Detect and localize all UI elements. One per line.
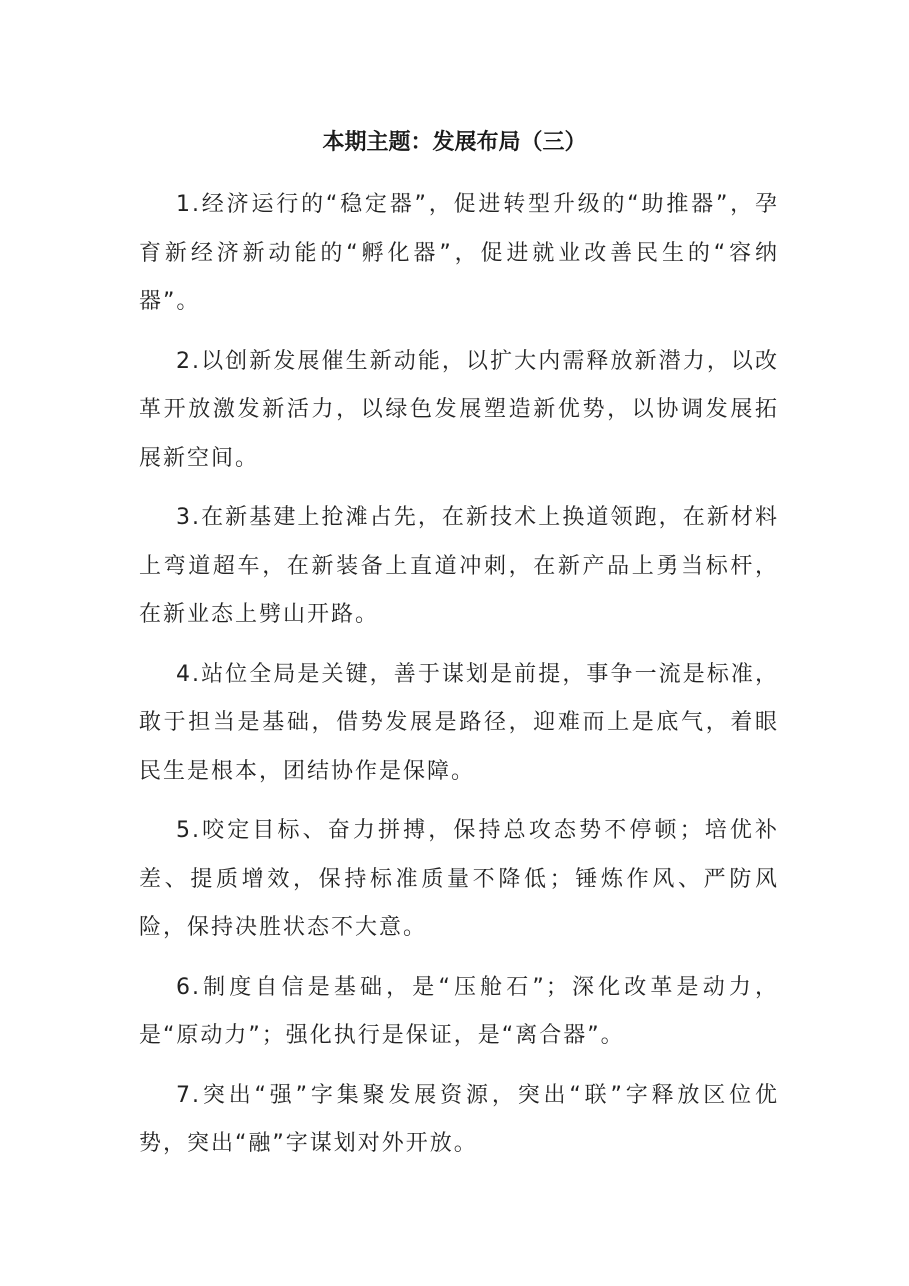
paragraph-7: 7.突出“强”字集聚发展资源，突出“联”字释放区位优势，突出“融”字谋划对外开放。 [139,1082,779,1156]
paragraph-4: 4.站位全局是关键，善于谋划是前提，事争一流是标准，敢于担当是基础，借势发展是路径，迎难而上是底气，着眼民生是根本，团结协作是保障。 [139,661,779,784]
paragraph-6: 6.制度自信是基础，是“压舱石”；深化改革是动力，是“原动力”；强化执行是保证，是“离合器”。 [139,974,779,1048]
paragraph-1: 1.经济运行的“稳定器”，促进转型升级的“助推器”，孕育新经济新动能的“孵化器”，促进就业改善民生的“容纳器”。 [139,192,779,314]
paragraph-5: 5.咬定目标、奋力拼搏，保持总攻态势不停顿；培优补差、提质增效，保持标准质量不降低；锤炼作风、严防风险，保持决胜状态不大意。 [139,818,779,940]
document-body [139,181,779,1180]
paragraph-3: 3.在新基建上抢滩占先，在新技术上换道领跑，在新材料上弯道超车，在新装备上直道冲刺，在新产品上勇当标杆，在新业态上劈山开路。 [139,505,779,627]
document-title: 本期主题：发展布局（三） [322,129,587,155]
paragraph-2: 2.以创新发展催生新动能，以扩大内需释放新潜力，以改革开放激发新活力，以绿色发展塑造新优势，以协调发展拓展新空间。 [139,348,779,471]
